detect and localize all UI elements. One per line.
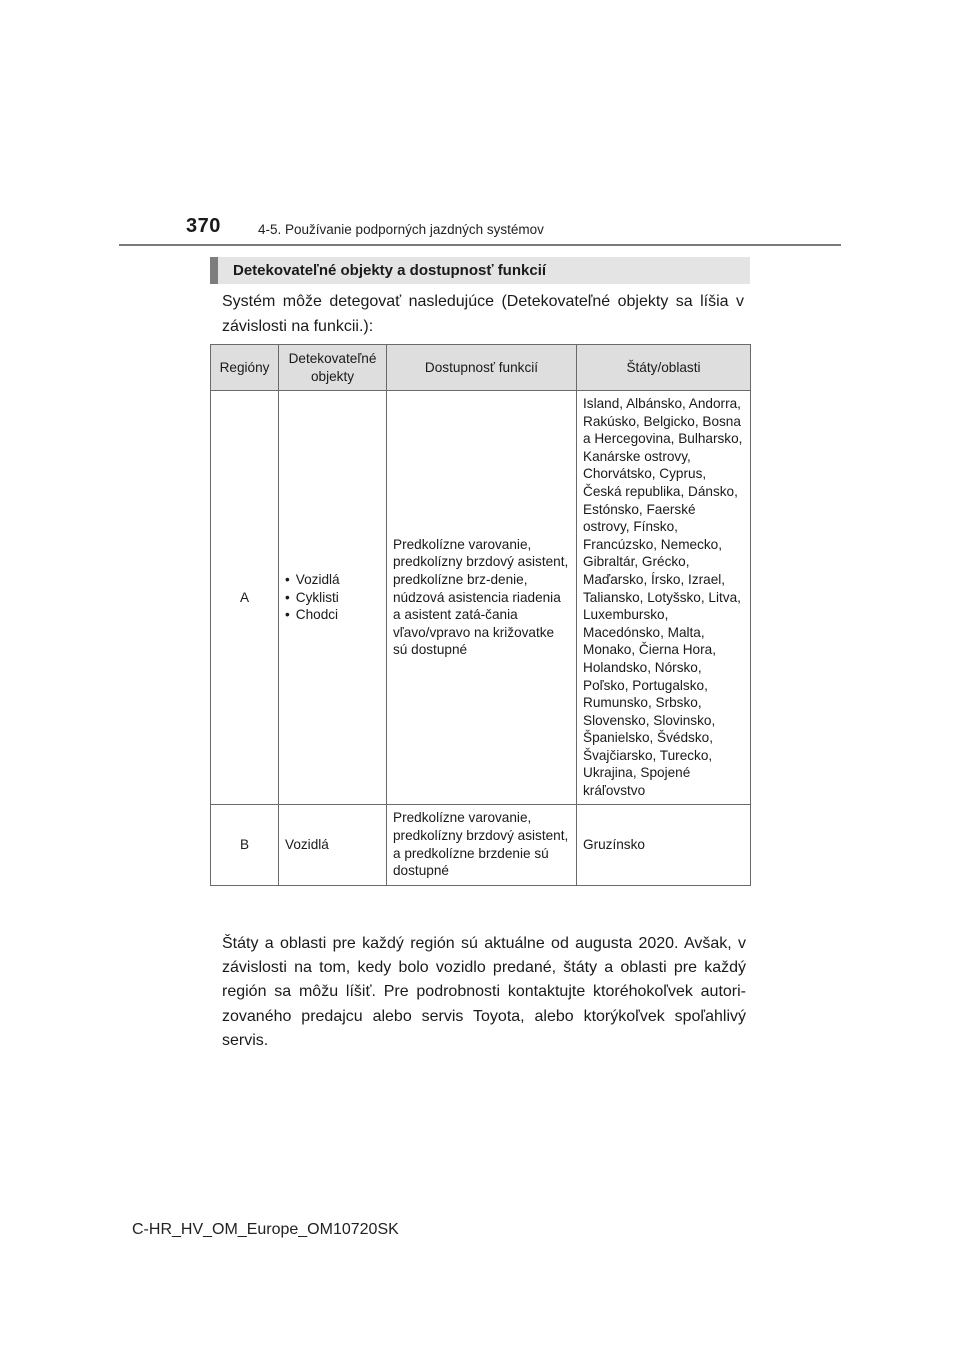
availability-cell: Predkolízne varovanie, predkolízny brzdový asistent, a predkolízne brzdenie sú dostupné (387, 804, 577, 885)
availability-cell: Predkolízne varovanie, predkolízny brzdový asistent, predkolízne brz-denie, núdzová asistencia riadenia a asistent zatá-čania vľavo/vpravo na križovatke sú dostupné (387, 391, 577, 805)
section-title: Detekovateľné objekty a dostupnosť funkcií (233, 262, 547, 279)
objects-cell (279, 391, 387, 805)
list-item: • Vozidlá (285, 571, 380, 589)
chapter-title: 4-5. Používanie podporných jazdných systémov (258, 222, 544, 237)
list-item: • Chodci (285, 606, 380, 624)
table-header-row (211, 345, 751, 391)
region-cell: B (211, 804, 279, 885)
countries-cell: Gruzínsko (577, 804, 751, 885)
page-number: 370 (186, 215, 221, 237)
objects-list (285, 571, 380, 624)
table-row (211, 804, 751, 885)
intro-paragraph: Systém môže detegovať nasledujúce (Detekovateľné objekty sa líšia v závislosti na funkcii.): (222, 293, 744, 335)
header-countries: Štáty/oblasti (577, 345, 751, 391)
objects-cell: Vozidlá (279, 804, 387, 885)
document-code: C-HR_HV_OM_Europe_OM10720SK (132, 1221, 399, 1238)
table-row (211, 391, 751, 805)
outro-paragraph: Štáty a oblasti pre každý región sú aktuálne od augusta 2020. Avšak, v závislosti na tom, kedy bolo vozidlo predané, štáty a oblasti pre každý región sa môžu líšiť. Pre podrobnosti kontaktujte ktoréhokoľvek autori-zovaného predajcu alebo servis Toyota, alebo ktorýkoľvek spoľahlivý servis. (222, 935, 746, 1049)
header-function-availability: Dostupnosť funkcií (387, 345, 577, 391)
list-item: • Cyklisti (285, 589, 380, 607)
header-regions: Regióny (211, 345, 279, 391)
detectable-objects-table (210, 344, 751, 886)
header-detectable-objects: Detekovateľné objekty (279, 345, 387, 391)
countries-cell: Island, Albánsko, Andorra, Rakúsko, Belgicko, Bosna a Hercegovina, Bulharsko, Kanárske ostrovy, Chorvátsko, Cyprus, Česká republika, Dánsko, Estónsko, Faerské ostrovy, Fínsko, Francúzsko, Nemecko, Gibraltár, Grécko, Maďarsko, Írsko, Izrael, Taliansko, Lotyšsko, Litva, Luxembursko, Macedónsko, Malta, Monako, Čierna Hora, Holandsko, Nórsko, Poľsko, Portugalsko, Rumunsko, Srbsko, Slovensko, Slovinsko, Španielsko, Švédsko, Švajčiarsko, Turecko, Ukrajina, Spojené kráľovstvo (577, 391, 751, 805)
section-header (210, 257, 750, 284)
header-divider (119, 244, 841, 246)
region-cell: A (211, 391, 279, 805)
